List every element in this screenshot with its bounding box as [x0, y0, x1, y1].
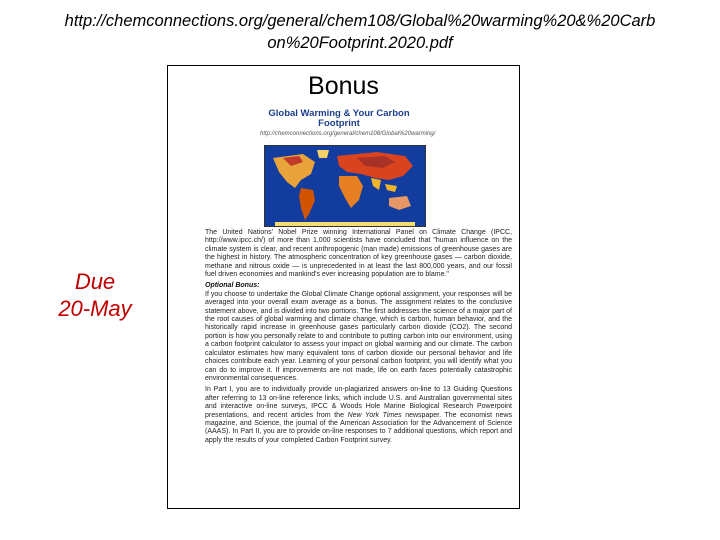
pdf-url-caption: [20, 10, 700, 54]
due-date: 20-May: [58, 296, 132, 321]
banner-title: Global Warming & Your Carbon Footprint: [268, 108, 410, 129]
nyt-title: New York Times: [347, 411, 402, 419]
optional-bonus-paragraph: If you choose to undertake the Global Climate Change optional assignment, your responses will be averaged into your overall exam average as a bonus. The assignment relates to the conclusive statement above, and is divided into two portions. The first addresses the science of a major part of the root causes of global warming and climate change, which is carbon, human behavior, and the historically rapid increase in greenhouse gases particularly carbon dioxide (CO2). The second portion is how you personally relate to and contribute to putting carbon into our environment, using a carbon footprint calculator to assess your impact on global warming and our climate. The carbon calculator estimates how many equivalent tons of carbon dioxide our personal behavior and life choices contribute each year. Learning of your personal carbon footprint, you will identify what you can do to improve it. If improvements are not made, life on earth faces potentially catastrophic environmental consequences.: [205, 290, 512, 382]
world-temperature-map: [264, 145, 426, 227]
world-map-image: [265, 146, 425, 226]
bonus-heading: Bonus: [308, 72, 379, 100]
pdf-url-line-2: on%20Footprint.2020.pdf: [267, 34, 453, 52]
intro-paragraph: The United Nations' Nobel Prize winning International Panel on Climate Change (IPCC, http://www.ipcc.ch/) of more than 1,000 scientists have concluded that "human influence on the climate system is clear, and recent anthropogenic (man made) emissions of greenhouse gases are the highest in history. The atmospheric concentration of key greenhouse gases — carbon dioxide, methane and nitrous oxide — is unprecedented in at least the last 800,000 years, and our fossil fuel driven economies and mankind's ever increasing population are to blame.": [205, 229, 512, 279]
banner-url: http://chemconnections.org/general/chem108/Global%20warming/: [260, 130, 436, 137]
part-one-paragraph: [205, 386, 512, 445]
document-banner: [260, 108, 436, 139]
document-preview: [167, 65, 520, 509]
due-date-label: [40, 268, 150, 322]
optional-bonus-heading: Optional Bonus:: [205, 282, 260, 290]
document-body: [205, 229, 512, 448]
part-one-text-b: newspaper. The economist news magazine, and Science, the journal of the American Association for the Advancement of Science (AAAS). In Part II, you are to provide on-line responses to 7 additional questions, which report and apply the results of your completed Carbon Footprint survey.: [205, 411, 512, 444]
due-label: Due: [74, 269, 116, 294]
pdf-url-line-1: http://chemconnections.org/general/chem108/Global%20warming%20&%20Carb: [64, 12, 656, 30]
part-one-text-a: In Part I, you are to individually provide un-plagiarized answers on-line to 13 Guiding Questions after referring to 13 on-line reference links, which include U.S. and Australian governmental sites and interactive on-line surveys, IPCC & Woods Hole Marine Biological Research Powerpoint presentations, and recent articles from the: [205, 386, 512, 419]
